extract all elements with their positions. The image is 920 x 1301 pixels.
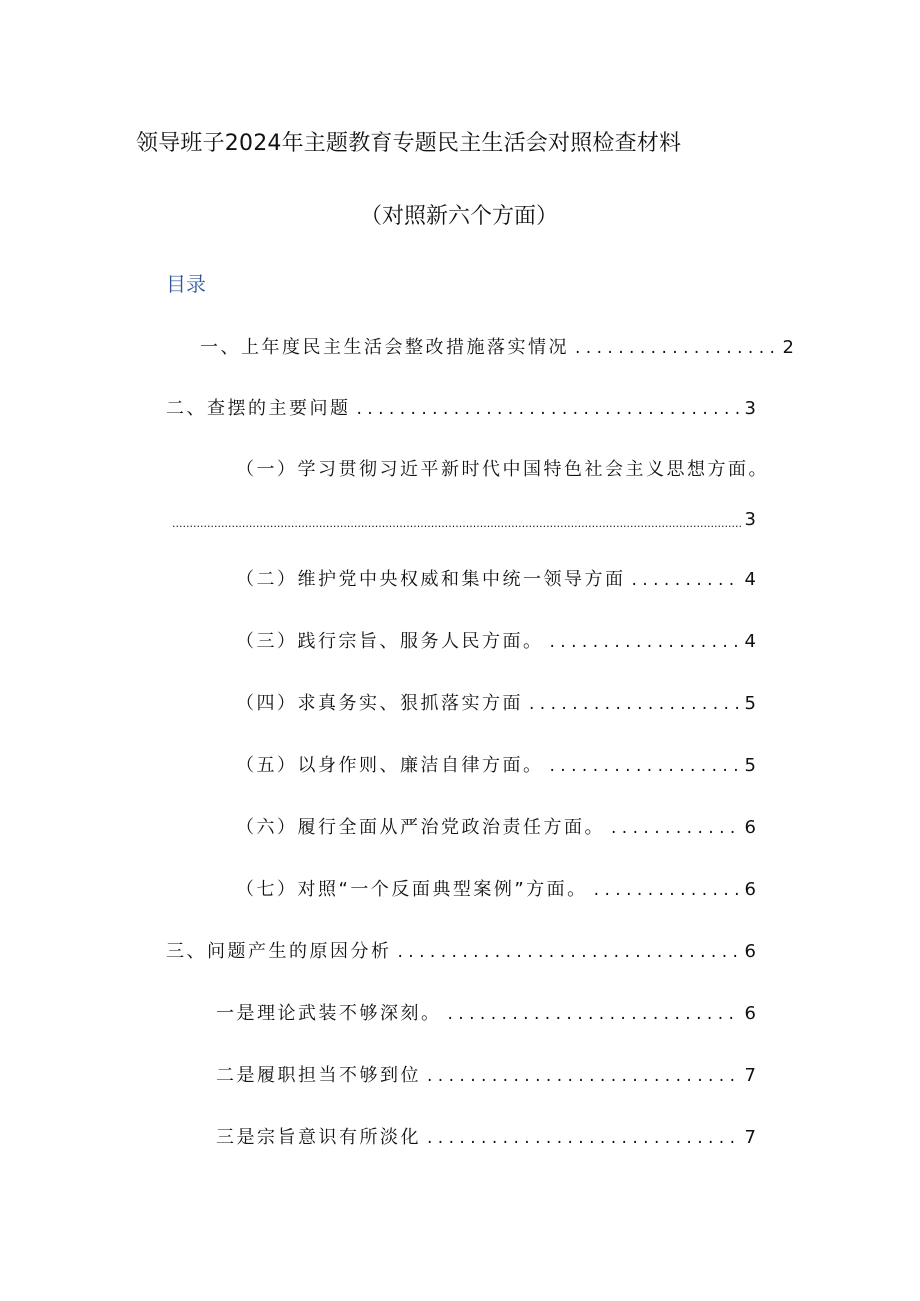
toc-leader-dots <box>172 514 741 534</box>
toc-leader-dots <box>351 395 741 423</box>
toc-entry-page: 4 <box>744 569 756 590</box>
toc-leader-dots <box>421 1124 741 1152</box>
toc-entry-page: 6 <box>744 941 756 962</box>
toc-entry-page: 6 <box>744 1003 756 1024</box>
toc-entry-page: 2 <box>782 337 794 358</box>
toc-leader-dots <box>421 1062 741 1090</box>
toc-entry-page: 7 <box>744 1065 756 1086</box>
toc-leader-dots <box>626 566 741 594</box>
toc-entry[interactable] <box>236 690 756 718</box>
toc-leader-dots <box>588 876 741 904</box>
toc-entry[interactable] <box>216 1062 756 1090</box>
toc-entry-page: 3 <box>744 509 756 530</box>
toc-entry[interactable] <box>216 1124 756 1152</box>
toc-entry[interactable] <box>236 876 756 904</box>
toc-entry-continuation[interactable] <box>172 506 756 534</box>
toc-entry[interactable] <box>166 938 756 966</box>
toc-entry-page: 5 <box>744 693 756 714</box>
toc-entry-text: （六）履行全面从严治党政治责任方面。 <box>236 817 605 838</box>
toc-entry-page: 5 <box>744 755 756 776</box>
toc-heading: 目录 <box>166 272 206 296</box>
toc-entry-text: 二是履职担当不够到位 <box>216 1065 421 1086</box>
toc-entry[interactable] <box>216 1000 756 1028</box>
toc-entry-page: 4 <box>744 631 756 652</box>
toc-entry[interactable] <box>166 395 756 423</box>
toc-entry[interactable] <box>236 628 756 656</box>
toc-entry[interactable] <box>200 334 794 362</box>
toc-entry-page: 6 <box>744 817 756 838</box>
document-title: 领导班子2024年主题教育专题民主生活会对照检查材料 <box>136 131 682 156</box>
toc-leader-dots <box>569 334 779 362</box>
toc-entry[interactable] <box>236 566 756 594</box>
toc-entry-text: 二、查摆的主要问题 <box>166 398 351 419</box>
toc-entry[interactable] <box>236 814 756 842</box>
toc-entry-text: （五）以身作则、廉洁自律方面。 <box>236 755 544 776</box>
toc-leader-dots <box>442 1000 741 1028</box>
toc-entry-text: （二）维护党中央权威和集中统一领导方面 <box>236 569 626 590</box>
document-subtitle: （对照新六个方面） <box>360 204 559 229</box>
toc-leader-dots <box>544 752 741 780</box>
toc-leader-dots <box>523 690 741 718</box>
toc-entry-page: 6 <box>744 879 756 900</box>
toc-entry-page: 7 <box>744 1127 756 1148</box>
toc-entry-text: （七）对照“一个反面典型案例”方面。 <box>236 879 588 900</box>
toc-entry-text: 一、上年度民主生活会整改措施落实情况 <box>200 337 569 358</box>
toc-leader-dots <box>392 938 741 966</box>
toc-leader-dots <box>605 814 741 842</box>
toc-entry-text[interactable]: （一）学习贯彻习近平新时代中国特色社会主义思想方面。 <box>236 459 769 480</box>
toc-entry-text: （三）践行宗旨、服务人民方面。 <box>236 631 544 652</box>
toc-leader-dots <box>544 628 741 656</box>
toc-entry-text: （四）求真务实、狠抓落实方面 <box>236 693 523 714</box>
toc-entry-text: 三、问题产生的原因分析 <box>166 941 392 962</box>
toc-entry-text: 一是理论武装不够深刻。 <box>216 1003 442 1024</box>
toc-entry-text: 三是宗旨意识有所淡化 <box>216 1127 421 1148</box>
toc-entry-page: 3 <box>744 398 756 419</box>
toc-entry[interactable] <box>236 752 756 780</box>
